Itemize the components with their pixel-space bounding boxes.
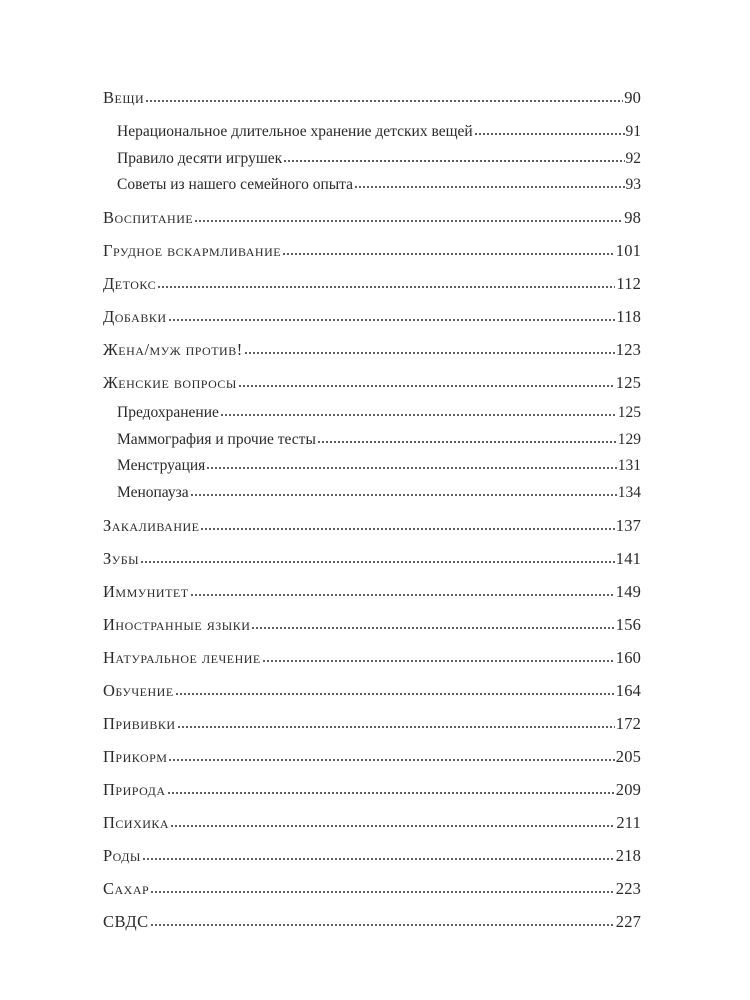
toc-entry-vospitanie: [103, 204, 641, 237]
dot-leader: [238, 384, 615, 388]
toc-entry-title: Психика: [103, 812, 170, 832]
dot-leader: [206, 466, 616, 470]
toc-subentry-title: Советы из нашего семейного опыта: [117, 176, 354, 193]
toc-entry-education: [103, 677, 641, 710]
dot-leader: [282, 252, 615, 256]
dot-leader: [150, 890, 615, 894]
toc-entry-page: 149: [615, 581, 641, 601]
toc-entry-title: Грудное вскармливание: [103, 241, 282, 260]
toc-entry-title: Воспитание: [103, 208, 194, 227]
toc-subentry-page: 134: [617, 483, 641, 501]
toc-entry-page: 160: [615, 647, 641, 667]
toc-entry-page: 90: [624, 88, 641, 107]
toc-entry-title: Роды: [103, 845, 141, 865]
toc-entry-nature: [103, 776, 641, 809]
dot-leader: [220, 413, 617, 417]
toc-subentry-page: 93: [625, 176, 641, 193]
toc-entry-page: 98: [624, 208, 641, 227]
toc-entry-page: 101: [615, 241, 641, 260]
toc-entry-veshchi: [103, 88, 641, 121]
toc-entry-page: 141: [615, 548, 641, 568]
dot-leader: [474, 132, 625, 136]
toc-entry-title: Детокс: [103, 274, 157, 293]
toc-entry-title: Природа: [103, 779, 166, 799]
toc-entry-teeth: [103, 545, 641, 578]
toc-entry-title: Натуральное лечение: [103, 647, 261, 667]
toc-entry-title: Добавки: [103, 307, 167, 326]
toc-entry-page: 205: [615, 746, 641, 766]
dot-leader: [194, 219, 623, 223]
toc-subentry-title: Менопауза: [117, 483, 189, 501]
toc-subentry-title: Менструация: [117, 457, 206, 474]
dot-leader: [190, 493, 617, 497]
dot-leader: [354, 185, 624, 189]
toc-entry-title: Жена/муж против!: [103, 340, 243, 359]
toc-entry-detox: [103, 270, 641, 303]
toc-entry-spouse-against: [103, 336, 641, 369]
toc-entry-title: Сахар: [103, 878, 150, 898]
dot-leader: [168, 758, 614, 762]
toc-entry-psyche: [103, 809, 641, 842]
toc-entry-title: Зубы: [103, 548, 140, 568]
toc-subentry-contraception: [103, 402, 641, 429]
dot-leader: [168, 318, 616, 322]
toc-entry-vaccinations: [103, 710, 641, 743]
dot-leader: [177, 725, 615, 729]
toc-entry-page: 125: [615, 373, 641, 392]
table-of-contents: [103, 88, 641, 941]
toc-entry-page: 172: [615, 713, 641, 733]
toc-entry-title: Обучение: [103, 680, 174, 700]
toc-entry-page: 211: [616, 812, 641, 832]
toc-subentry-page: 92: [625, 149, 641, 167]
dot-leader: [317, 440, 617, 444]
toc-entry-foreign-languages: [103, 611, 641, 644]
dot-leader: [190, 593, 615, 597]
toc-entry-natural-treatment: [103, 644, 641, 677]
toc-subentry-menstruation: [103, 455, 641, 482]
dot-leader: [244, 351, 615, 355]
dot-leader: [140, 560, 615, 564]
toc-entry-title: СВДС: [103, 911, 149, 931]
dot-leader: [142, 857, 615, 861]
toc-entry-page: 123: [615, 340, 641, 359]
toc-entry-page: 227: [615, 911, 641, 931]
toc-entry-page: 164: [615, 680, 641, 700]
toc-entry-title: Прививки: [103, 713, 176, 733]
toc-subentry-title: Предохранение: [117, 404, 219, 421]
toc-entry-page: 209: [615, 779, 641, 799]
toc-entry-supplements: [103, 303, 641, 336]
toc-entry-hardening: [103, 512, 641, 545]
toc-entry-immunity: [103, 578, 641, 611]
dot-leader: [175, 692, 615, 696]
toc-entry-childbirth: [103, 842, 641, 875]
dot-leader: [145, 99, 623, 103]
dot-leader: [283, 159, 624, 163]
toc-subentry-menopause: [103, 482, 641, 512]
toc-entry-title: Женские вопросы: [103, 373, 237, 392]
toc-subentry-page: 125: [617, 404, 641, 421]
toc-entry-page: 223: [615, 878, 641, 898]
toc-entry-page: 118: [616, 307, 641, 326]
toc-entry-page: 218: [615, 845, 641, 865]
toc-entry-title: Прикорм: [103, 746, 168, 766]
toc-subentry-page: 129: [617, 430, 641, 448]
dot-leader: [150, 923, 615, 927]
dot-leader: [251, 626, 614, 630]
toc-entry-breastfeeding: [103, 237, 641, 270]
toc-subentry-title: Нерациональное длительное хранение детских вещей: [117, 123, 473, 140]
dot-leader: [167, 791, 615, 795]
dot-leader: [157, 285, 615, 289]
toc-entry-title: Вещи: [103, 88, 145, 107]
toc-entry-weaning: [103, 743, 641, 776]
toc-entry-title: Иностранные языки: [103, 614, 251, 634]
toc-subentry-mammography: [103, 429, 641, 456]
toc-entry-title: Закаливание: [103, 515, 200, 535]
toc-entry-page: 156: [615, 614, 641, 634]
toc-entry-sugar: [103, 875, 641, 908]
toc-entry-page: 137: [615, 515, 641, 535]
toc-entry-sids: [103, 908, 641, 941]
toc-entry-title: Иммунитет: [103, 581, 189, 601]
toc-subentry-title: Правило десяти игрушек: [117, 149, 283, 167]
dot-leader: [262, 659, 615, 663]
toc-subentry-storage: [103, 121, 641, 148]
toc-subentry-family-tips: [103, 174, 641, 204]
toc-subentry-page: 131: [617, 457, 641, 474]
toc-entry-page: 112: [616, 274, 641, 293]
toc-subentry-ten-toys: [103, 148, 641, 175]
toc-subentry-page: 91: [625, 123, 641, 140]
toc-subentry-title: Маммография и прочие тесты: [117, 430, 316, 448]
toc-entry-womens-issues: [103, 369, 641, 402]
dot-leader: [170, 824, 615, 828]
dot-leader: [200, 527, 614, 531]
